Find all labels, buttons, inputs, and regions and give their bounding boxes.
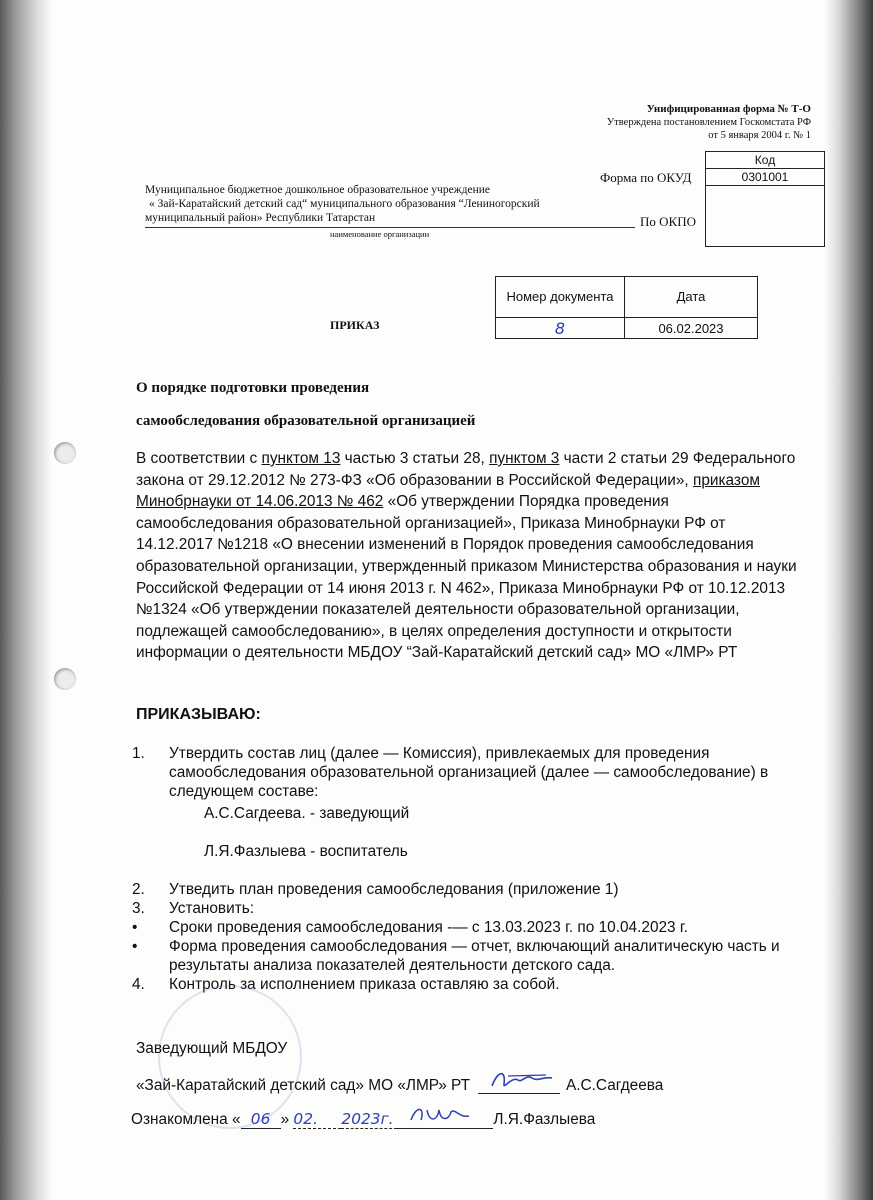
doc-number-header: Номер документа	[496, 277, 625, 318]
order-word: ПРИКАЗЫВАЮ:	[136, 706, 261, 723]
ack-signature-line	[397, 1112, 493, 1129]
list-item-text: Установить:	[169, 900, 255, 917]
commission-member: Л.Я.Фазлыева - воспитатель	[204, 843, 408, 860]
list-marker: 4.	[132, 976, 145, 993]
list-marker: 1.	[132, 745, 145, 762]
list-item-text: Утвердить состав лиц (далее — Комиссия), привлекаемых для проведения самообследования образовательной организацией (далее — самообследование) в следующем составе:	[169, 745, 769, 800]
order-list	[132, 744, 792, 861]
organization-line: Муниципальное бюджетное дошкольное образовательное учреждение	[145, 184, 490, 196]
punch-hole-icon	[54, 442, 76, 464]
okpo-code	[706, 186, 825, 247]
ack-prefix: Ознакомлена «	[131, 1111, 241, 1128]
organization-name	[145, 183, 635, 225]
preamble-text: части 2 статьи 29 Федерального закона от 29.12.2012 № 273-ФЗ «Об образовании в Российской Федерации»,	[136, 450, 796, 489]
preamble-text: «Об утверждении Порядка проведения самообследования образовательной организацией», Приказа Минобрнауки РФ от 14.12.2017 №1218 «О внесении изменений в Порядок проведения самообследования образовательной организации, утвержденный приказом Министерства образования и науки Российской Федерации от 14 июня 2013 г. N 462», Приказа Минобрнауки РФ от 10.12.2013 №1324 «Об утверждении показателей деятельности образовательной организации, подлежащей самообследованию», в целях определения доступности и открытости информации о деятельности МБДОУ “Зай-Каратайский детский сад» МО «ЛМР» РТ	[136, 493, 797, 662]
preamble-paragraph	[136, 448, 806, 664]
list-item	[132, 899, 792, 918]
law-link[interactable]: приказом Минобрнауки от 14.06.2013 № 462	[136, 471, 760, 511]
order-list	[132, 880, 792, 994]
preamble-text: В соответствии с	[136, 450, 262, 467]
ack-day: 06	[241, 1110, 281, 1129]
list-item-text: Сроки проведения самообследования -— с 13.03.2023 г. по 10.04.2023 г.	[169, 919, 688, 936]
ack-year: 2023г.	[341, 1110, 397, 1129]
law-link[interactable]: пунктом 3	[489, 450, 560, 467]
doc-date-value: 06.02.2023	[625, 318, 758, 339]
signatory-organization: «Зай-Каратайский детский сад» МО «ЛМР» РТ	[136, 1077, 471, 1094]
ack-signature-icon	[407, 1102, 477, 1128]
subject-line: О порядке подготовки проведения	[136, 380, 370, 396]
list-item-text: Форма проведения самообследования — отчет, включающий аналитическую часть и результаты анализа показателей деятельности детского сада.	[169, 938, 780, 974]
order-subject	[136, 372, 475, 438]
organization-line: муниципальный район» Республики Татарстан	[145, 212, 376, 224]
okud-label: Форма по ОКУД	[600, 170, 692, 185]
list-item-text: Утведить план проведения самообследования (приложение 1)	[169, 881, 619, 898]
preamble-text: частью 3 статьи 28,	[340, 450, 490, 467]
form-header-title: Унифицированная форма № Т-О	[646, 103, 811, 115]
organization-underline	[145, 227, 635, 228]
list-item	[132, 880, 792, 899]
bullet-marker: •	[132, 919, 138, 936]
signatory-title: Заведующий МБДОУ	[136, 1040, 288, 1057]
doc-number-handwritten: 8	[554, 318, 566, 338]
code-head: Код	[706, 152, 825, 169]
organization-caption: наименование организации	[330, 229, 430, 239]
list-item	[132, 744, 792, 801]
commission-member: А.С.Сагдеева. - заведующий	[204, 805, 410, 822]
punch-hole-icon	[54, 668, 76, 690]
law-link[interactable]: пунктом 13	[261, 450, 341, 467]
bullet-marker: •	[132, 938, 138, 955]
okpo-label: По ОКПО	[640, 214, 696, 229]
okud-code: 0301001	[706, 169, 825, 186]
form-header-date: от 5 января 2004 г. № 1	[708, 130, 811, 141]
list-marker: 2.	[132, 881, 145, 898]
organization-line: « Зай-Каратайский детский сад“ муниципального образования “Лениногорский	[149, 198, 540, 210]
form-header	[607, 103, 811, 142]
list-item	[132, 918, 792, 937]
subject-line: самообследования образовательной организацией	[136, 413, 476, 429]
list-item	[132, 937, 792, 975]
document-table	[495, 276, 758, 339]
acknowledgement	[131, 1110, 595, 1129]
ack-mid: »	[280, 1111, 290, 1128]
scan-shadow-right	[825, 0, 873, 1200]
head-signature-icon	[488, 1066, 556, 1094]
doc-date-header: Дата	[625, 277, 758, 318]
list-marker: 3.	[132, 900, 145, 917]
scan-shadow-left	[0, 0, 52, 1200]
code-table	[705, 151, 825, 247]
ack-name: Л.Я.Фазлыева	[493, 1111, 596, 1128]
head-name: А.С.Сагдеева	[566, 1077, 664, 1094]
ack-month: 02.	[293, 1110, 341, 1129]
document-title: ПРИКАЗ	[330, 318, 380, 332]
doc-number-value	[496, 318, 625, 339]
form-header-approval: Утверждена постановлением Госкомстата РФ	[606, 117, 811, 128]
list-item-text: Контроль за исполнением приказа оставляю за собой.	[169, 976, 560, 993]
